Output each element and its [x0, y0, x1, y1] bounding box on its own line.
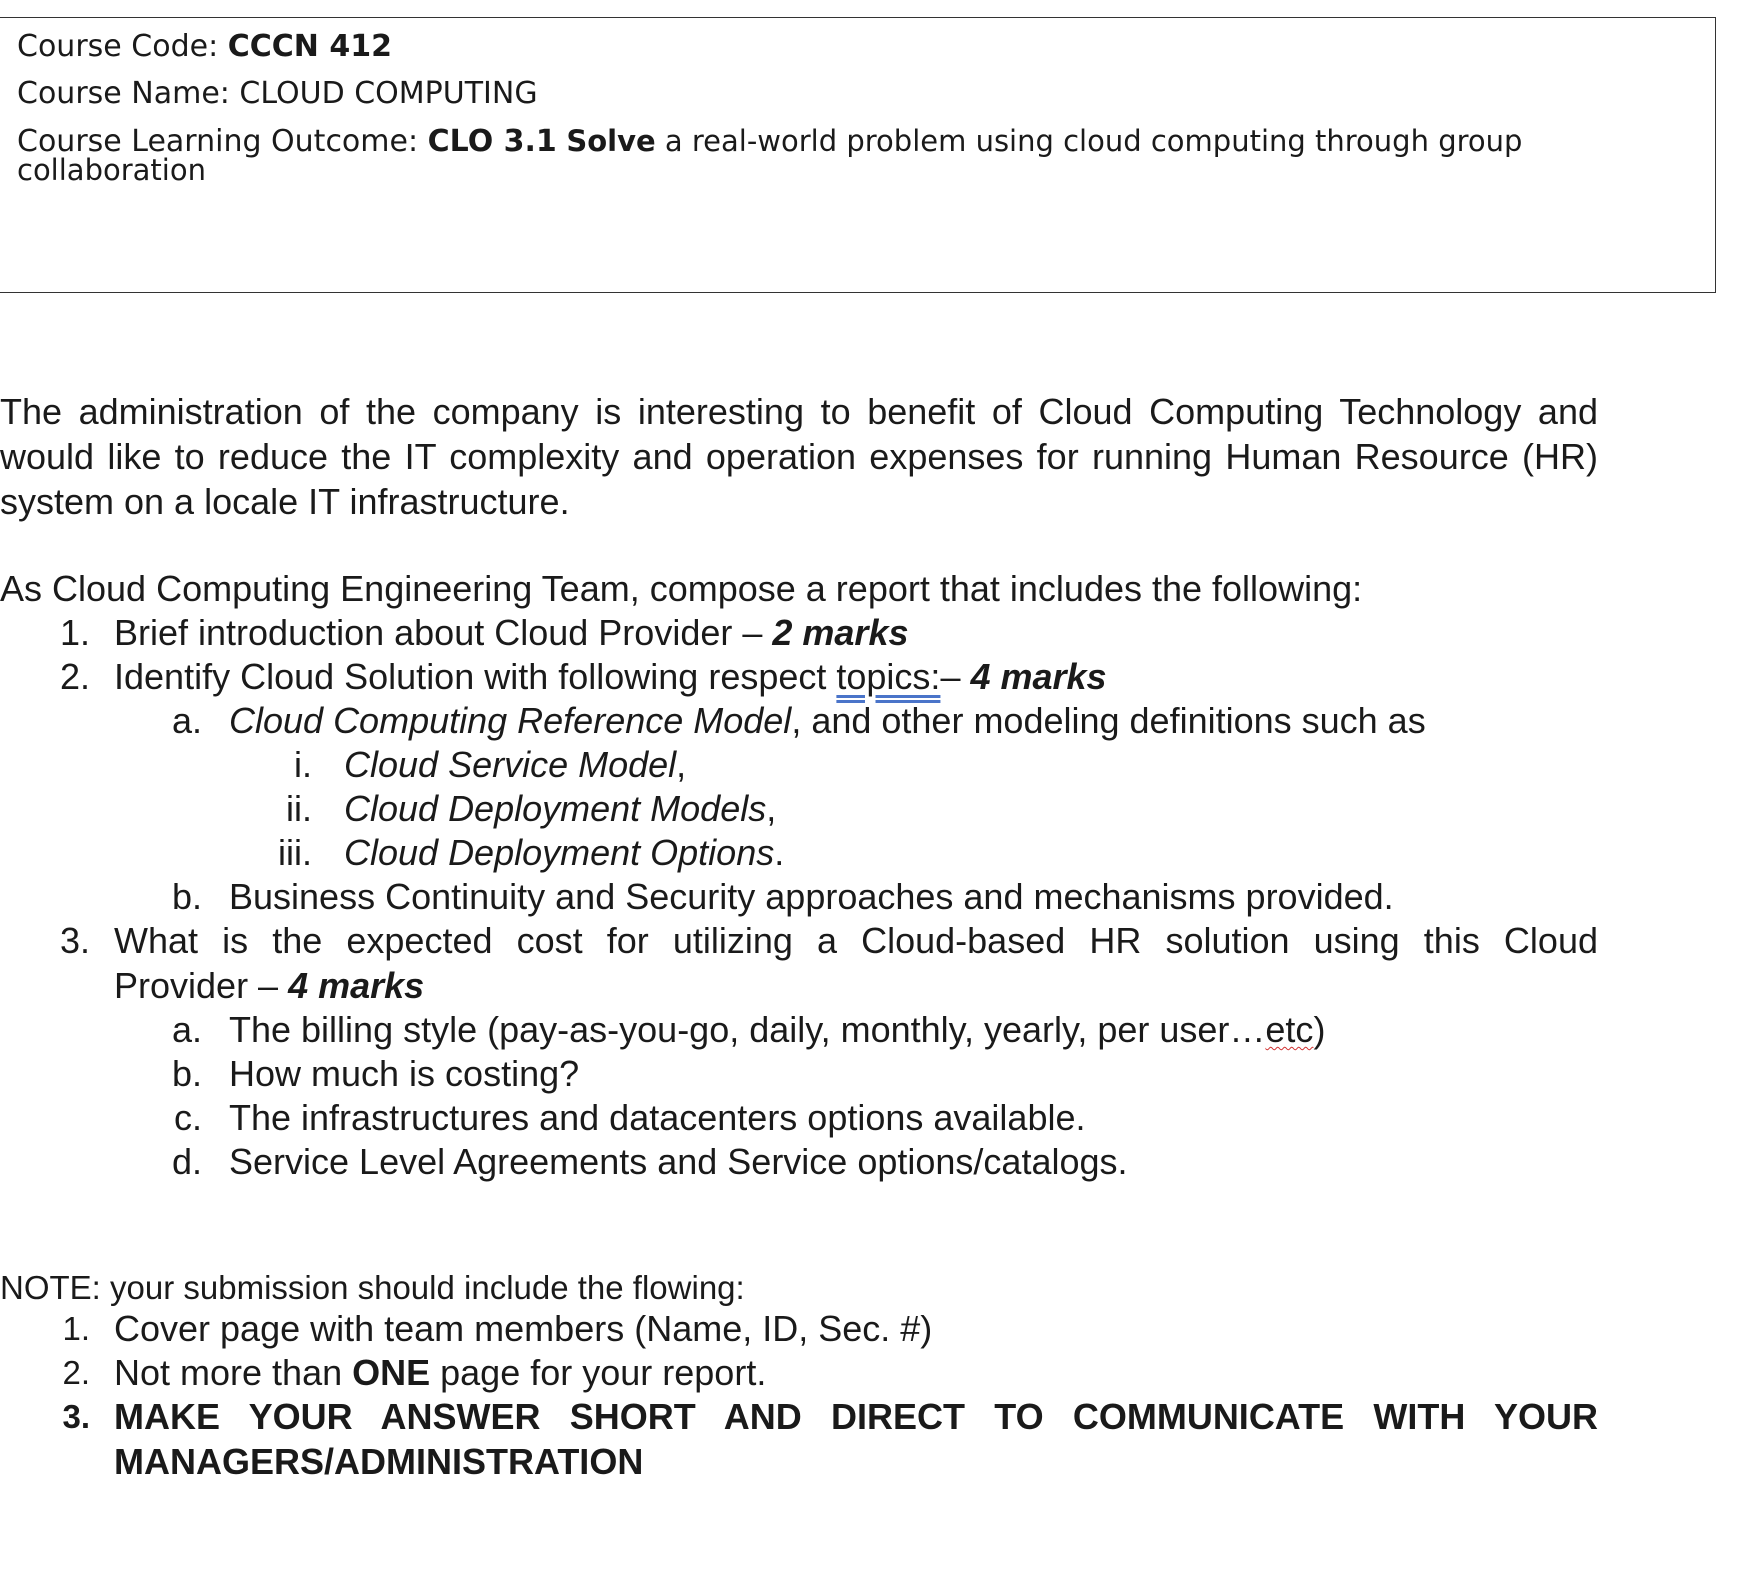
- list-text: The billing style (pay-as-you-go, daily, monthly, yearly, per user…: [229, 1009, 1266, 1050]
- list-number: 1.: [62, 1310, 90, 1347]
- task-intro: As Cloud Computing Engineering Team, compose a report that includes the following:: [0, 568, 1363, 609]
- course-code-row: [17, 23, 1715, 70]
- list-number: 2.: [59, 656, 90, 697]
- list-text: The infrastructures and datacenters options available.: [229, 1097, 1086, 1138]
- list-text: Service Level Agreements and Service options/catalogs.: [229, 1141, 1128, 1182]
- closing-paren: ): [1313, 1009, 1326, 1050]
- clo-row: [17, 124, 1577, 187]
- course-info-box: [0, 17, 1716, 293]
- list-letter: a.: [171, 700, 202, 741]
- course-name-value: CLOUD COMPUTING: [239, 76, 538, 111]
- punctuation: .: [774, 832, 785, 873]
- course-code-label: Course Code:: [17, 29, 228, 64]
- list-text: page for your report.: [430, 1352, 767, 1393]
- list-text: Not more than: [114, 1352, 353, 1393]
- list-letter: a.: [171, 1009, 202, 1050]
- one-emphasis: ONE: [352, 1352, 431, 1393]
- punctuation: ,: [766, 788, 777, 829]
- deployment-options-term: Cloud Deployment Options: [344, 832, 775, 873]
- clo-id: CLO 3.1: [427, 124, 557, 159]
- list-text: How much is costing?: [229, 1053, 580, 1094]
- list-text: , and other modeling definitions such as: [791, 700, 1426, 741]
- course-code-value: CCCN 412: [227, 29, 392, 64]
- note-title: NOTE: your submission should include the flowing:: [0, 1269, 745, 1306]
- list-text: Brief introduction about Cloud Provider –: [114, 612, 773, 653]
- list-roman: iii.: [278, 832, 312, 873]
- etc-word: etc: [1265, 1009, 1314, 1050]
- list-text-line1: MAKE YOUR ANSWER SHORT AND DIRECT TO COMMUNICATE WITH YOUR: [114, 1396, 1598, 1437]
- marks-label: 4 marks: [970, 656, 1107, 697]
- list-number: 2.: [62, 1354, 90, 1391]
- list-text-line2: Provider –: [114, 965, 289, 1006]
- list-letter: b.: [171, 1053, 202, 1094]
- list-number: 1.: [59, 612, 90, 653]
- list-roman: i.: [294, 744, 312, 785]
- service-model-term: Cloud Service Model: [344, 744, 677, 785]
- list-text: Business Continuity and Security approaches and mechanisms provided.: [229, 876, 1394, 917]
- clo-label: Course Learning Outcome:: [17, 124, 428, 159]
- intro-paragraph: The administration of the company is interesting to benefit of Cloud Computing Technology and would like to reduce the IT complexity and operation expenses for running Human Resource (HR) system on a locale IT infrastructure.: [0, 391, 1598, 522]
- list-number: 3.: [62, 1398, 90, 1435]
- topics-word: topics:: [836, 656, 941, 697]
- reference-model-term: Cloud Computing Reference Model: [229, 700, 792, 741]
- marks-label: 2 marks: [772, 612, 909, 653]
- punctuation: ,: [676, 744, 687, 785]
- list-letter: b.: [171, 876, 202, 917]
- list-text: Identify Cloud Solution with following respect: [114, 656, 837, 697]
- list-text-line2: MANAGERS/ADMINISTRATION: [114, 1441, 644, 1482]
- list-text: Cover page with team members (Name, ID, Sec. #): [114, 1308, 933, 1349]
- deployment-models-term: Cloud Deployment Models: [344, 788, 767, 829]
- clo-description: a real-world problem using cloud computing through group collaboration: [17, 124, 1523, 187]
- list-letter: c.: [173, 1097, 202, 1138]
- list-roman: ii.: [286, 788, 312, 829]
- dash: –: [940, 656, 971, 697]
- clo-verb: Solve: [566, 124, 656, 158]
- marks-label: 4 marks: [288, 965, 425, 1006]
- list-text-line1: What is the expected cost for utilizing a Cloud-based HR solution using this Cloud: [114, 920, 1598, 961]
- course-name-label: Course Name:: [17, 76, 240, 111]
- list-letter: d.: [171, 1141, 202, 1182]
- course-name-row: [17, 70, 1715, 117]
- list-number: 3.: [59, 920, 90, 961]
